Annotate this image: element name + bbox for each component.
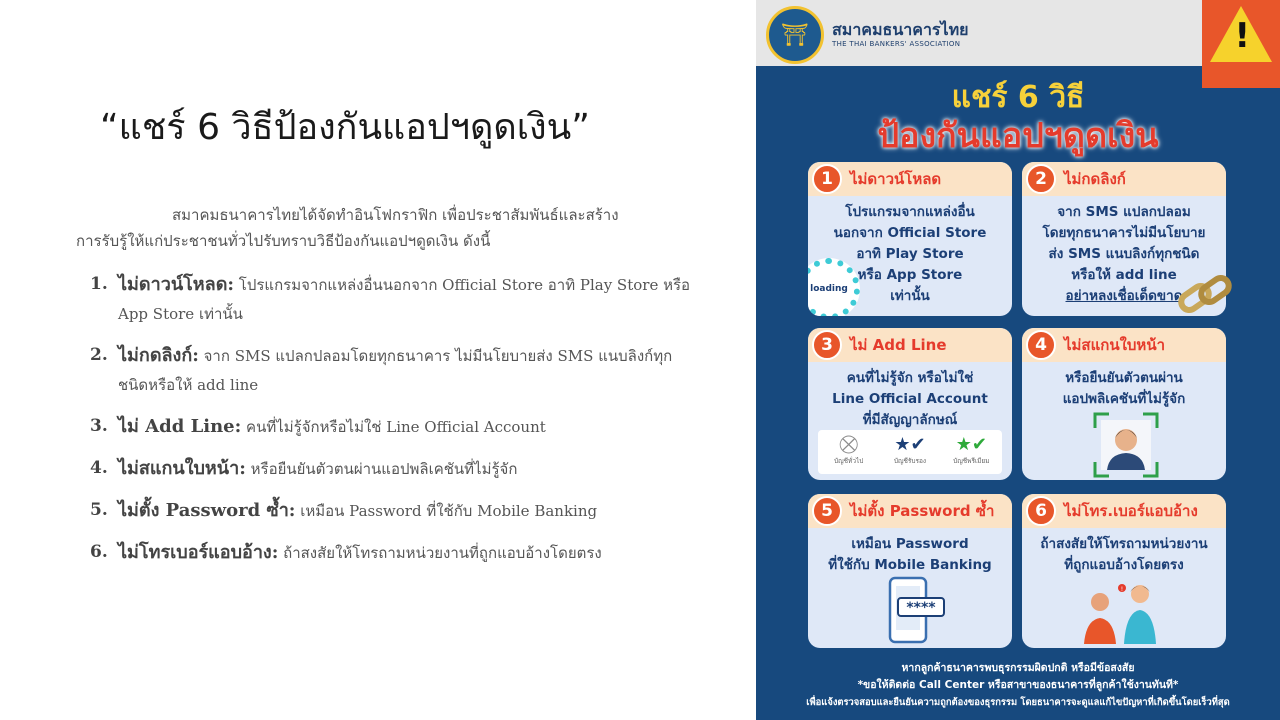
list-item-text: ถ้าสงสัยให้โทรถามหน่วยงานที่ถูกแอบอ้างโดยตรง (278, 544, 602, 562)
card-title: ไม่กดลิงก์ (1064, 170, 1126, 188)
infographic-heading: แชร์ 6 วิธี (951, 80, 1085, 115)
list-item-text: หรือยืนยันตัวตนผ่านแอปพลิเคชันที่ไม่รู้จัก (245, 460, 518, 478)
list-item-number: 3. (90, 416, 108, 436)
list-item (90, 412, 700, 442)
list-item-lead: ไม่สแกนใบหน้า: (118, 458, 246, 479)
card-body: จาก SMS แปลกปลอม โดยทุกธนาคารไม่มีนโยบาย ส่ง SMS แนบลิงก์ทุกชนิด หรือให้ add line อย่าหลงเชื่อเด็ดขาด (1022, 196, 1226, 313)
card-body: หรือยืนยันตัวตนผ่าน แอปพลิเคชันที่ไม่รู้จัก (1062, 370, 1186, 407)
infographic-panel (756, 0, 1280, 720)
chain-link-icon (1176, 272, 1236, 322)
loading-icon: loading (808, 258, 860, 316)
card-title: ไม่โทร.เบอร์แอบอ้าง (1064, 502, 1198, 520)
list-item-number: 1. (90, 274, 108, 294)
tips-list (90, 270, 700, 580)
list-item-text: จาก SMS แปลกปลอมโดยทุกธนาคาร ไม่มีนโยบายส่ง SMS แนบลิงก์ทุกชนิดหรือให้ add line (118, 347, 673, 394)
list-item-lead: ไม่โทรเบอร์แอบอ้าง: (118, 542, 279, 563)
list-item-lead: ไม่ดาวน์โหลด: (118, 274, 235, 295)
association-name-en: THE THAI BANKERS' ASSOCIATION (832, 40, 961, 48)
card-number: 1 (812, 164, 842, 194)
list-item-number: 5. (90, 500, 108, 520)
card-number: 5 (812, 496, 842, 526)
card-body: เหมือน Password ที่ใช้กับ Mobile Banking (828, 536, 992, 573)
footer-line-1: หากลูกค้าธนาคารพบธุรกรรมผิดปกติ หรือมีข้อสงสัย (901, 662, 1135, 674)
line-account-badges (818, 430, 1002, 474)
list-item-text: คนที่ไม่รู้จักหรือไม่ใช่ Line Official Account (241, 418, 546, 436)
list-item-lead: ไม่ Add Line: (118, 416, 242, 437)
card-number: 3 (812, 330, 842, 360)
card-number: 4 (1026, 330, 1056, 360)
account-badge: ★✔ บัญชีพรีเมียม (943, 434, 999, 466)
card-title: ไม่ Add Line (850, 336, 947, 354)
phone-call-people-icon (1078, 576, 1164, 646)
general-account-icon: ⛒ (839, 434, 858, 455)
list-item-lead: ไม่กดลิงก์: (118, 345, 199, 366)
card-body: โปรแกรมจากแหล่งอื่น นอกจาก Official Store อาทิ Play Store หรือ App Store เท่านั้น (833, 204, 987, 304)
tip-card-1 (808, 162, 1012, 316)
card-title: ไม่ตั้ง Password ซ้ำ (850, 502, 995, 520)
card-title: ไม่สแกนใบหน้า (1064, 336, 1166, 354)
list-item-number: 4. (90, 458, 108, 478)
intro-paragraph (76, 202, 696, 254)
list-item-text: เหมือน Password ที่ใช้กับ Mobile Banking (295, 502, 598, 520)
list-item (90, 538, 700, 568)
infographic-subheading: ป้องกันแอปฯดูดเงิน (877, 116, 1159, 156)
footer-line-2: *ขอให้ติดต่อ Call Center หรือสาขาของธนาคารที่ลูกค้าใช้งานทันที* (857, 679, 1179, 691)
intro-line-2: การรับรู้ให้แก่ประชาชนทั่วไปรับทราบวิธีป้องกันแอปฯดูดเงิน ดังนี้ (76, 232, 491, 250)
password-mask-text: **** (906, 600, 936, 616)
list-item (90, 454, 700, 484)
association-seal-icon: ⛩ (766, 6, 824, 64)
account-badge: ⛒ บัญชีทั่วไป (821, 434, 877, 466)
list-item-text: โปรแกรมจากแหล่งอื่นนอกจาก Official Store อาทิ Play Store หรือ App Store เท่านั้น (118, 276, 691, 323)
list-item (90, 341, 700, 400)
list-item-number: 2. (90, 345, 108, 365)
list-item-lead: ไม่ตั้ง Password ซ้ำ: (118, 500, 296, 521)
intro-line-1: สมาคมธนาคารไทยได้จัดทำอินโฟกราฟิก เพื่อประชาสัมพันธ์และสร้าง (172, 206, 619, 224)
exclamation-icon: ! (1234, 16, 1250, 56)
face-scan-icon (1093, 412, 1159, 478)
association-name-th: สมาคมธนาคารไทย (832, 20, 969, 39)
premium-account-icon: ★✔ (955, 434, 987, 455)
card-title: ไม่ดาวน์โหลด (850, 170, 942, 188)
list-item (90, 496, 700, 526)
list-item (90, 270, 700, 329)
slide-title: “แชร์ 6 วิธีป้องกันแอปฯดูดเงิน” (100, 107, 590, 148)
card-number: 6 (1026, 496, 1056, 526)
card-body: ถ้าสงสัยให้โทรถามหน่วยงาน ที่ถูกแอบอ้างโดยตรง (1040, 536, 1208, 573)
infographic-footer (756, 660, 1280, 711)
phone-password-icon (884, 576, 954, 646)
account-badge: ★✔ บัญชีรับรอง (882, 434, 938, 466)
list-item-number: 6. (90, 542, 108, 562)
svg-text:!: ! (1120, 586, 1124, 593)
card-body: คนที่ไม่รู้จัก หรือไม่ใช่ Line Official Account ที่มีสัญญาลักษณ์ (832, 370, 988, 428)
footer-line-3: เพื่อแจ้งตรวจสอบและยืนยันความถูกต้องของธุรกรรม โดยธนาคารจะดูแลแก้ไขปัญหาที่เกิดขึ้นโดยเร็วที่สุด (806, 697, 1230, 708)
card-number: 2 (1026, 164, 1056, 194)
verified-account-icon: ★✔ (894, 434, 926, 455)
card-emphasis: อย่าหลงเชื่อเด็ดขาด (1065, 288, 1183, 304)
